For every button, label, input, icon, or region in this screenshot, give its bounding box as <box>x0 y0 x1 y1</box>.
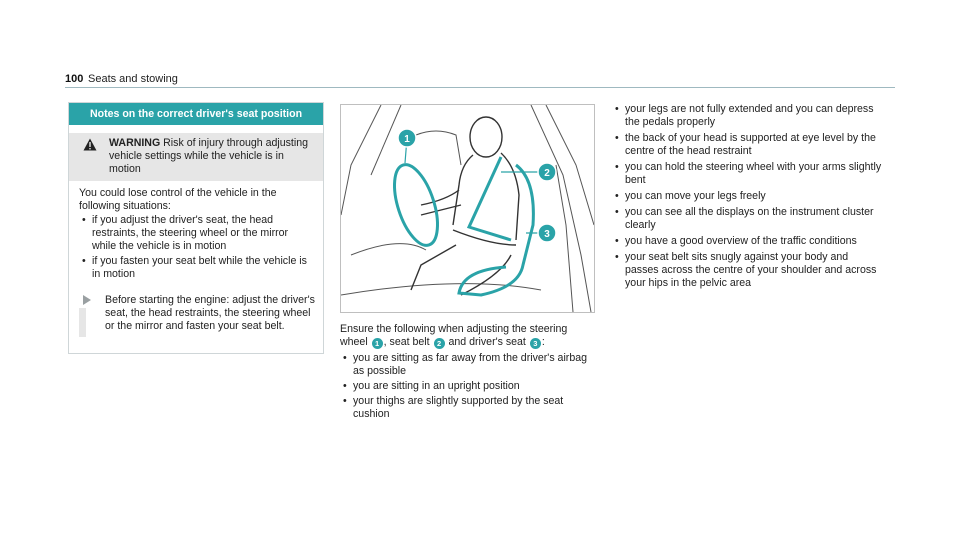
list-item: • you have a good overview of the traffic conditions <box>612 235 882 248</box>
notes-box <box>68 102 324 354</box>
ensure-text-end: : <box>541 336 545 348</box>
list-item: • if you fasten your seat belt while the vehicle is in motion <box>79 255 315 281</box>
list-item: • if you adjust the driver's seat, the head restraints, the steering wheel or the mirror while the vehicle is in motion <box>79 214 315 253</box>
situation-list <box>69 214 323 281</box>
middle-list <box>340 352 596 421</box>
right-column <box>612 103 882 293</box>
badge-3: 3 <box>530 338 541 349</box>
callout-3-label: 3 <box>544 229 550 240</box>
list-item: • the back of your head is supported at eye level by the centre of the head restraint <box>612 132 882 158</box>
list-item: • your thighs are slightly supported by the seat cushion <box>340 395 596 421</box>
callout-1-label: 1 <box>404 134 410 145</box>
warning-triangle-icon <box>83 138 97 151</box>
list-item: • you can move your legs freely <box>612 190 882 203</box>
badge-1: 1 <box>372 338 383 349</box>
list-item: • you are sitting in an upright position <box>340 380 596 393</box>
ensure-paragraph <box>340 323 596 349</box>
list-item: • you can hold the steering wheel with your arms slightly bent <box>612 161 882 187</box>
seat-illustration <box>340 104 595 313</box>
intro-text: You could lose control of the vehicle in the following situations: <box>79 187 277 212</box>
steering-adjustment-text <box>340 323 596 423</box>
notes-title: Notes on the correct driver's seat position <box>69 103 323 125</box>
warning-text: Risk of injury through adjusting vehicle settings while the vehicle is in motion <box>109 137 309 175</box>
ensure-text-seatbelt: , seat belt <box>383 336 430 348</box>
step-bar <box>79 308 86 337</box>
list-item: • you are sitting as far away from the driver's airbag as possible <box>340 352 596 378</box>
ensure-text-seat: and driver's seat <box>448 336 526 348</box>
driver-seat-drawing <box>341 105 594 312</box>
right-list <box>612 103 882 290</box>
section-title: Seats and stowing <box>88 73 178 85</box>
list-item: • your legs are not fully extended and you can depress the pedals properly <box>612 103 882 129</box>
callout-2-label: 2 <box>544 168 550 179</box>
arrow-right-icon <box>83 295 91 305</box>
page-number: 100 <box>65 73 84 85</box>
list-item: • you can see all the displays on the instrument cluster clearly <box>612 206 882 232</box>
ensure-text-start: Ensure the following when adjusting the steering wheel <box>340 323 568 348</box>
page-header <box>65 70 895 90</box>
list-item: • your seat belt sits snugly against your body and passes across the centre of your shoulder and across your hips in the pelvic area <box>612 251 882 290</box>
step-text: Before starting the engine: adjust the driver's seat, the head restraints, the steering wheel or the mirror and fasten your seat belt. <box>105 294 315 332</box>
badge-2: 2 <box>434 338 445 349</box>
header-divider <box>65 87 895 88</box>
warning-block <box>69 133 323 181</box>
action-step <box>79 294 315 333</box>
warning-label: WARNING <box>109 137 161 149</box>
